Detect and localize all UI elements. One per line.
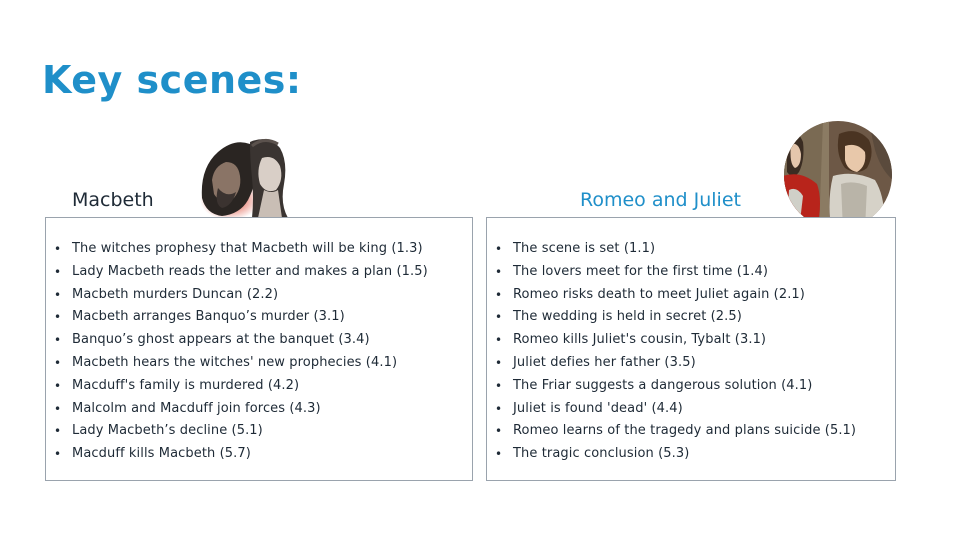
list-item [54, 420, 468, 443]
scene-text: Banquo’s ghost appears at the banquet (3.4) [72, 332, 370, 348]
scene-text: Macbeth hears the witches' new prophecies (4.1) [72, 354, 398, 370]
bullet-icon: • [495, 401, 503, 416]
bullet-icon: • [54, 378, 62, 393]
bullet-icon: • [54, 401, 62, 416]
macbeth-portrait-icon [192, 128, 304, 218]
list-item [495, 443, 891, 466]
bullet-icon: • [495, 264, 503, 279]
scene-text: Romeo risks death to meet Juliet again (2.1) [513, 286, 805, 302]
scene-text: The wedding is held in secret (2.5) [513, 309, 742, 325]
list-item [54, 306, 468, 329]
list-item [54, 443, 468, 466]
list-item [495, 284, 891, 307]
list-item [54, 284, 468, 307]
bullet-icon: • [495, 287, 503, 302]
scene-text: The tragic conclusion (5.3) [513, 446, 690, 462]
list-item [54, 352, 468, 375]
bullet-icon: • [54, 333, 62, 348]
scene-text: Macduff kills Macbeth (5.7) [72, 446, 251, 462]
bullet-icon: • [54, 447, 62, 462]
romeo-juliet-scene-list [495, 238, 891, 466]
bullet-icon: • [495, 424, 503, 439]
scene-text: Romeo kills Juliet's cousin, Tybalt (3.1) [513, 332, 767, 348]
romeo-juliet-heading: Romeo and Juliet [580, 189, 741, 211]
bullet-icon: • [54, 310, 62, 325]
scene-text: The Friar suggests a dangerous solution (4.1) [513, 377, 813, 393]
list-item [495, 261, 891, 284]
list-item [495, 238, 891, 261]
scene-text: Macbeth arranges Banquo’s murder (3.1) [72, 309, 345, 325]
list-item [54, 238, 468, 261]
list-item [495, 420, 891, 443]
romeo-juliet-scenes-panel [486, 217, 896, 481]
bullet-icon: • [495, 333, 503, 348]
list-item [54, 329, 468, 352]
macbeth-scene-list [54, 238, 468, 466]
page-title: Key scenes: [42, 58, 302, 102]
list-item [495, 352, 891, 375]
list-item [495, 398, 891, 421]
scene-text: Juliet is found 'dead' (4.4) [513, 400, 683, 416]
list-item [495, 375, 891, 398]
scene-text: Lady Macbeth’s decline (5.1) [72, 423, 263, 439]
macbeth-heading: Macbeth [72, 189, 154, 211]
list-item [54, 375, 468, 398]
list-item [495, 329, 891, 352]
bullet-icon: • [54, 287, 62, 302]
list-item [54, 398, 468, 421]
macbeth-scenes-panel [45, 217, 473, 481]
scene-text: Macbeth murders Duncan (2.2) [72, 286, 279, 302]
bullet-icon: • [495, 310, 503, 325]
scene-text: Lady Macbeth reads the letter and makes a plan (1.5) [72, 263, 428, 279]
scene-text: Romeo learns of the tragedy and plans suicide (5.1) [513, 423, 857, 439]
list-item [495, 306, 891, 329]
list-item [54, 261, 468, 284]
bullet-icon: • [54, 242, 62, 256]
scene-text: The lovers meet for the first time (1.4) [513, 263, 769, 279]
bullet-icon: • [495, 355, 503, 370]
bullet-icon: • [54, 424, 62, 439]
romeo-juliet-portrait-icon [783, 120, 893, 230]
scene-text: Malcolm and Macduff join forces (4.3) [72, 400, 321, 416]
bullet-icon: • [495, 378, 503, 393]
scene-text: The witches prophesy that Macbeth will be king (1.3) [72, 241, 423, 256]
scene-text: The scene is set (1.1) [513, 241, 656, 256]
bullet-icon: • [495, 447, 503, 462]
bullet-icon: • [54, 264, 62, 279]
scene-text: Macduff's family is murdered (4.2) [72, 377, 300, 393]
bullet-icon: • [54, 355, 62, 370]
bullet-icon: • [495, 242, 503, 256]
scene-text: Juliet defies her father (3.5) [513, 354, 696, 370]
